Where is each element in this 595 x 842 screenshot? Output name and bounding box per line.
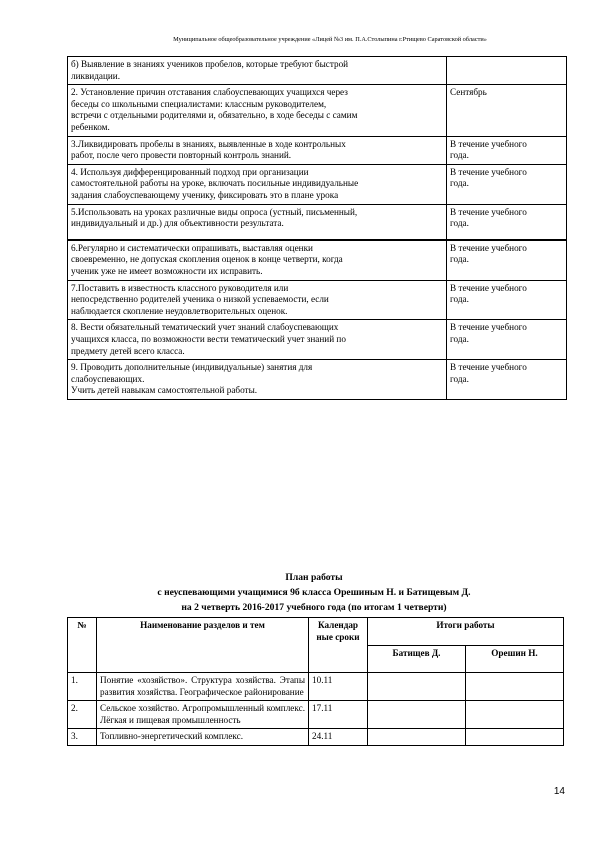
row-date: 17.11 [309, 701, 368, 729]
col-student1-header: Батищев Д. [368, 645, 466, 673]
row-topic: Топливно-энергетический комплекс. [97, 729, 309, 746]
row-result-student2 [466, 729, 564, 746]
plan-subtitle: с неуспевающими учащимися 9б класса Орешиным Н. и Батищевым Д. [157, 587, 471, 598]
measures-table [67, 56, 567, 400]
plan-row [68, 701, 564, 729]
plan-row [68, 673, 564, 701]
measure-term: В течение учебного года. [447, 280, 567, 320]
measure-text: 5.Использовать на уроках различные виды опроса (устный, письменный, индивидуальный и др.) для объективности результата. [68, 204, 447, 240]
row-number: 2. [68, 701, 97, 729]
col-results-header: Итоги работы [368, 618, 564, 646]
row-topic: Сельское хозяйство. Агропромышленный комплекс. Лёгкая и пищевая промышленность [97, 701, 309, 729]
row-result-student2 [466, 701, 564, 729]
row-number: 1. [68, 673, 97, 701]
measure-text: 9. Проводить дополнительные (индивидуальные) занятия для слабоуспевающих. Учить детей навыкам самостоятельной работы. [68, 360, 447, 400]
col-number-header: № [68, 618, 97, 673]
row-topic: Понятие «хозяйство». Структура хозяйства. Этапы развития хозяйства. Географическое районирование [97, 673, 309, 701]
measures-row [68, 204, 567, 240]
measures-row [68, 85, 567, 136]
measure-term [447, 57, 567, 85]
row-number: 3. [68, 729, 97, 746]
col-dates-header: Календар ные сроки [309, 618, 368, 673]
measures-row [68, 240, 567, 281]
measures-row [68, 320, 567, 360]
col-topic-header: Наименование разделов и тем [97, 618, 309, 673]
plan-title: План работы [285, 572, 343, 583]
measure-term: В течение учебного года. [447, 240, 567, 281]
page-number: 14 [553, 786, 565, 797]
measures-row [68, 136, 567, 164]
row-result-student1 [368, 673, 466, 701]
row-result-student1 [368, 729, 466, 746]
measures-row [68, 164, 567, 204]
measure-term: В течение учебного года. [447, 360, 567, 400]
measure-term: Сентябрь [447, 85, 567, 136]
organization-header: Муниципальное общеобразовательное учреждение «Лицей №3 им. П.А.Столыпина г.Ртищево Саратовской области» [173, 36, 487, 43]
measure-text: б) Выявление в знаниях учеников пробелов, которые требуют быстрой ликвидации. [68, 57, 447, 85]
measure-term: В течение учебного года. [447, 320, 567, 360]
measure-text: 7.Поставить в известность классного руководителя или непосредственно родителей ученика о низкой успеваемости, если наблюдается скопление неудовлетворительных оценок. [68, 280, 447, 320]
measures-row [68, 280, 567, 320]
measure-text: 3.Ликвидировать пробелы в знаниях, выявленные в ходе контрольных работ, после чего провести повторный контроль знаний. [68, 136, 447, 164]
measure-text: 6.Регулярно и систематически опрашивать, выставляя оценки своевременно, не допуская скопления оценок в конце четверти, когда ученик уже не имеет возможности их исправить. [68, 240, 447, 281]
measures-row [68, 360, 567, 400]
plan-table [67, 617, 564, 746]
measure-text: 4. Используя дифференцированный подход при организации самостоятельной работы на уроке, включать посильные индивидуальные задания слабоуспевающему ученику, фиксировать это в плане урока [68, 164, 447, 204]
measures-row [68, 57, 567, 85]
plan-period: на 2 четверть 2016-2017 учебного года (по итогам 1 четверти) [181, 602, 447, 613]
col-student2-header: Орешин Н. [466, 645, 564, 673]
row-result-student1 [368, 701, 466, 729]
row-result-student2 [466, 673, 564, 701]
row-date: 10.11 [309, 673, 368, 701]
measure-term: В течение учебного года. [447, 136, 567, 164]
measure-text: 2. Установление причин отставания слабоуспевающих учащихся через беседы со школьными специалистами: классным руководителем, встречи с отдельными родителями и, обязательно, в ходе беседы с самим ребенком. [68, 85, 447, 136]
measure-term: В течение учебного года. [447, 204, 567, 240]
measure-text: 8. Вести обязательный тематический учет знаний слабоуспевающих учащихся класса, по возможности вести тематический учет знаний по предмету детей всего класса. [68, 320, 447, 360]
row-date: 24.11 [309, 729, 368, 746]
plan-row [68, 729, 564, 746]
measure-term: В течение учебного года. [447, 164, 567, 204]
